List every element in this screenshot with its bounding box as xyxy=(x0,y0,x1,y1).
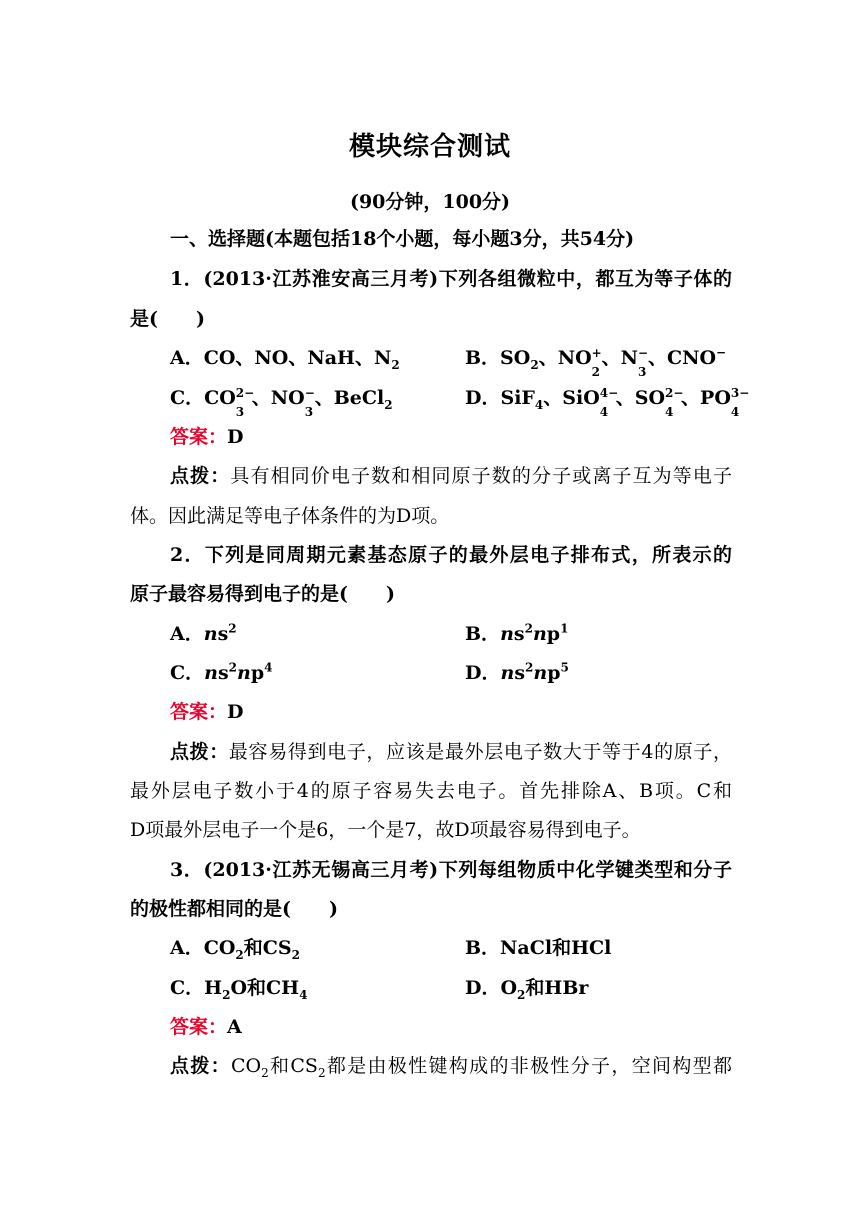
q3-option-d: D．$O_2$和HBr xyxy=(465,977,589,1002)
q1-hint-line1 xyxy=(170,459,732,493)
q3-option-c: C．$H_2O$和$CH_4$ xyxy=(170,977,308,1002)
q3-answer-label: 答案： xyxy=(170,1016,228,1038)
q2-answer-label: 答案： xyxy=(170,701,228,723)
q3-stem-line2: 的极性都相同的是( ) xyxy=(130,898,338,920)
q2-hint-label: 点拨： xyxy=(170,741,229,763)
q1-option-a: A．CO、NO、NaH、$N_2$ xyxy=(170,347,400,372)
q2-answer-row xyxy=(170,695,732,729)
q3-hint-line1 xyxy=(170,1049,732,1083)
page-title: 模块综合测试 xyxy=(348,132,511,162)
q3-hint-text1: $CO_2$和$CS_2$都是由极性键构成的非极性分子，空间构型都 xyxy=(230,1055,732,1080)
q3-option-a: A．$CO_2$和$CS_2$ xyxy=(170,937,300,962)
q2-option-d: D．$ns^2np^5$ xyxy=(465,660,569,684)
q1-option-d: D．SiF$_4$、SiO 4− 4 、SO 2− 4 、PO 3− 4 xyxy=(465,386,750,419)
q2-option-a: A．$ns^2$ xyxy=(170,621,237,645)
q1-option-c: C．CO 2− 3 、NO − 3 、BeCl$_2$ xyxy=(170,386,393,419)
q2-hint-line3: D项最外层电子一个是6，一个是7，故D项最容易得到电子。 xyxy=(130,819,641,841)
q2-hint-line2: 最外层电子数小于4的原子容易失去电子。首先排除A、B项。C和 xyxy=(130,780,732,802)
q1-option-b: B．$SO_2$、NO + 2 、N − 3 、CNO− xyxy=(465,345,727,379)
q3-answer-row xyxy=(170,1010,732,1044)
q2-stem-line1: 2．下列是同周期元素基态原子的最外层电子排布式，所表示的 xyxy=(170,544,732,566)
q1-answer-row xyxy=(170,420,732,454)
q3-option-b: B．NaCl和HCl xyxy=(465,937,612,959)
q2-option-c: C．$ns^2np^4$ xyxy=(170,660,273,684)
q2-option-b: B．$ns^2np^1$ xyxy=(465,621,569,645)
q3-answer-value: A xyxy=(227,1016,242,1038)
q2-answer-value: D xyxy=(227,701,244,723)
q1-hint-text1: 具有相同价电子数和相同原子数的分子或离子互为等电子 xyxy=(230,465,732,487)
q2-hint-line1 xyxy=(170,735,732,769)
q1-hint-label: 点拨： xyxy=(170,465,231,487)
q1-stem-line1: 1．(2013·江苏淮安高三月考)下列各组微粒中，都互为等子体的 xyxy=(170,268,732,290)
q1-answer-value: D xyxy=(227,426,244,448)
q1-hint-line2: 体。因此满足等电子体条件的为D项。 xyxy=(130,505,450,527)
q2-stem-line2: 原子最容易得到电子的是( ) xyxy=(130,583,395,605)
q1-answer-label: 答案： xyxy=(170,426,228,448)
q3-hint-label: 点拨： xyxy=(170,1055,231,1077)
q1-stem-line2: 是( ) xyxy=(130,308,205,330)
q2-hint-text1: 最容易得到电子，应该是最外层电子数大于等于4的原子， xyxy=(228,741,732,763)
page-subtitle: (90分钟，100分) xyxy=(349,191,511,213)
section-heading: 一、选择题(本题包括18个小题，每小题3分，共54分) xyxy=(170,228,635,250)
q3-stem-line1: 3．(2013·江苏无锡高三月考)下列每组物质中化学键类型和分子 xyxy=(170,859,732,881)
